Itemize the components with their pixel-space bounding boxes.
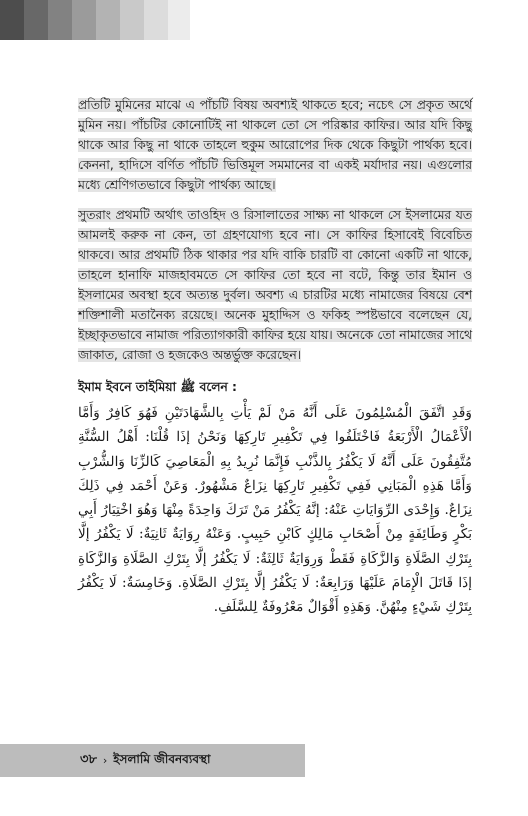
paragraph-text: সুতরাং প্রথমটি অর্থাৎ তাওহিদ ও রিসালাতের সাক্ষ্য না থাকলে সে ইসলামের যত আমলই করুক না কেন, তা গ্রহণযোগ্য হবে না। সে কাফির হিসাবেই বিবেচিত থাকবে। আর প্রথমটি ঠিক থাকার পর যদি বাকি চারটি বা কোনো একটি না থাকে, তাহলে হানাফি মাজহাবমতে সে কাফির তো হবে না বটে, কিন্তু তার ইমান ও ইসলামের অবস্থা হবে অত্যন্ত দুর্বল। অবশ্য এ চারটির মধ্যে নামাজের বিষয়ে বেশ শক্তিশালী মতানৈক্য রয়েছে। অনেক মুহাদ্দিস ও ফকিহ স্পষ্টভাবে বলেছেন যে, ইচ্ছাকৃতভাবে নামাজ পরিত্যাগকারী কাফির হয়ে যায়। অনেকে তো নামাজের সাথে জাকাত, রোজা ও হজকেও অন্তর্ভুক্ত করেছেন। [78,208,472,362]
arabic-quotation: وَقَدِ اتَّفَقَ الْمُسْلِمُونَ عَلَى أَنَّهُ مَنْ لَمْ يَأْتِ بِالشَّهَادَتَيْنِ فَهُوَ كَافِرٌ وَأَمَّا الْأَعْمَالُ الْأَرْبَعَةُ فَاخْتَلَفُوا فِي تَكْفِيرِ تَارِكِهَا وَنَحْنُ إذَا قُلْنَا: أَهْلُ السُّنَّةِ مُتَّفِقُونَ عَلَى أَنَّهُ لَا يَكْفُرُ بِالذَّنْبِ فَإِنَّمَا نُرِيدُ بِهِ الْمَعَاصِيَ كَالزِّنَا وَالشُّرْبِ وَأَمَّا هَذِهِ الْمَبَانِي فَفِي تَكْفِيرِ تَارِكِهَا نِزَاعٌ مَشْهُورٌ. وَعَنْ أَحْمَد فِي ذَلِكَ نِزَاعٌ. وَإِحْدَى الرِّوَايَاتِ عَنْهُ: إنَّهُ يَكْفُرُ مَنْ تَرَكَ وَاحِدَةً مِنْهَا وَهُوَ اخْتِيَارُ أَبِي بَكْرٍ وَطَائِفَةٍ مِنْ أَصْحَابِ مَالِكٍ كَابْنِ حَبِيبٍ. وَعَنْهُ رِوَايَةٌ ثَانِيَةٌ: لَا يَكْفُرُ إلَّا بِتَرْكِ الصَّلَاةِ وَالزَّكَاةِ فَقَطْ وَرِوَايَةٌ ثَالِثَةٌ: لَا يَكْفُرُ إلَّا بِتَرْكِ الصَّلَاةِ وَالزَّكَاةِ إذَا قَاتَلَ الْإِمَامَ عَلَيْهَا وَرَابِعَةٌ: لَا يَكْفُرُ إلَّا بِتَرْكِ الصَّلَاةِ. وَخَامِسَةٌ: لَا يَكْفُرُ بِتَرْكِ شَيْءٍ مِنْهُنَّ. وَهَذِهِ أَقْوَالٌ مَعْرُوفَةٌ لِلسَّلَفِ. [78,405,472,616]
header-bar [144,0,168,40]
book-title: ইসলামি জীবনব্যবস্থা [113,751,211,766]
header-bar [0,0,24,40]
highlighted-paragraph-2 [78,205,472,365]
header-bar [24,0,48,40]
chevron-right-icon: › [102,754,108,767]
quote-intro: ইমাম ইবনে তাইমিয়া ﷺ বলেন : [78,380,237,394]
header-bar [72,0,96,40]
header-bar [48,0,72,40]
header-bar [168,0,190,40]
page-footer [0,744,305,777]
header-bar [120,0,144,40]
highlighted-paragraph-1 [78,95,472,195]
paragraph-text: প্রতিটি মুমিনের মাঝে এ পাঁচটি বিষয় অবশ্যই থাকতে হবে; নচেৎ সে প্রকৃত অর্থে মুমিন নয়। পাঁচটির কোনোটিই না থাকলে তো সে পরিষ্কার কাফির। আর যদি কিছু থাকে আর কিছু না থাকে তাহলে হুকুম আরোপের দিক থেকে কিছুটা পার্থক্য হবে। কেননা, হাদিসে বর্ণিত পাঁচটি ভিত্তিমূল সমমানের বা একই মর্যাদার নয়। এগুলোর মধ্যে শ্রেণিগতভাবে কিছুটা পার্থক্য আছে। [78,98,472,192]
page-body [78,95,472,620]
header-bar [96,0,120,40]
header-decoration [0,0,190,40]
page-number: ৩৮ [80,752,97,767]
